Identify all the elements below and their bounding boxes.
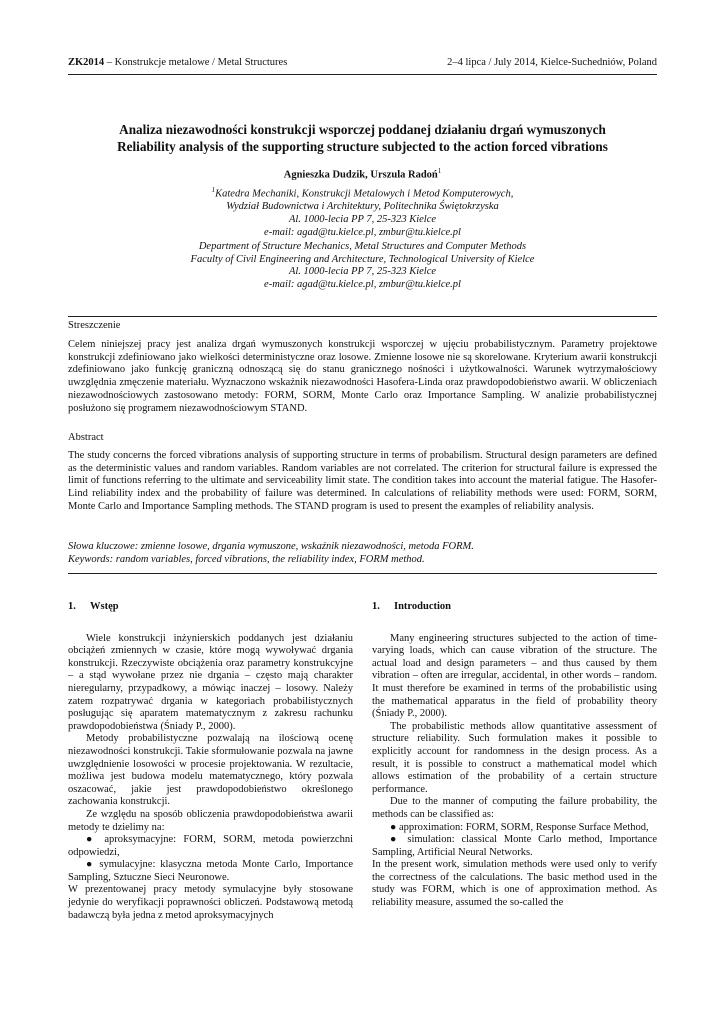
conference-date-place: 2–4 lipca / July 2014, Kielce-Suchedniów, Poland	[447, 57, 657, 68]
keywords-english: Keywords: random variables, forced vibrations, the reliability index, FORM method.	[68, 553, 425, 565]
title-english: Reliability analysis of the supporting structure subjected to the action forced vibrations	[117, 139, 608, 154]
abstract-text: The study concerns the forced vibrations analysis of supporting structure in terms of probabilism. Structural design parameters are defined as the deterministic values and random variables. Random variables are not correlated. The criterion for structural failure is expressed the limit of functions referring to the ultimate and serviceability limit state. The condition takes into account the material fatigue. The Hasofer-Lind reliability index and the probability of failure was determined. In calculations of reliability methods were used: FORM, SORM, Monte Carlo and Importance Sampling methods. The STAND program is used to present the examples of reliability analysis.	[68, 450, 657, 512]
bullet-item: ● aproksymacyjne: FORM, SORM, metoda powierzchni odpowiedzi,	[68, 834, 353, 858]
section-title: Wstęp	[90, 601, 119, 612]
affiliation-pl-email: e-mail: agad@tu.kielce.pl, zmbur@tu.kielce.pl	[264, 226, 461, 238]
paragraph: Ze względu na sposób obliczenia prawdopodobieństwa awarii metody te dzielimy na:	[68, 808, 353, 833]
affiliation-en-line-2: Faculty of Civil Engineering and Architecture, Technological University of Kielce	[190, 253, 535, 265]
abstract-bottom-rule	[68, 573, 657, 574]
affiliation-en-line-1: Department of Structure Mechanics, Metal Structures and Computer Methods	[198, 241, 527, 252]
abstract-label: Abstract	[68, 432, 104, 443]
conference-subtitle: – Konstrukcje metalowe / Metal Structures	[104, 57, 288, 68]
paragraph: Many engineering structures subjected to the action of time-varying loads, which can cause vibration of the structure. The actual load and design parameters – and thus caused by them vibration – often are irregular, accidental, in other words – random. It must therefore be examined in terms of the probabilistic using the mathematical apparatus in the field of probability theory (Śniady P., 2000).	[372, 632, 657, 720]
section-number: 1.	[68, 601, 76, 612]
paragraph: The probabilistic methods allow quantitative assessment of structure reliability. Such formulation makes it possible to explicitly account for randomness in the design process. As a result, it is possible to construct a mathematical model which allows estimation of the probability of a certain structure performance.	[372, 720, 657, 795]
section-title: Introduction	[394, 601, 451, 612]
paragraph: In the present work, simulation methods were used only to verify the correctness of the calculations. The basic method used in the study was FORM, which is one of approximation method. As reliability measure, assumed the so-called the	[372, 859, 657, 909]
paragraph: Metody probabilistyczne pozwalają na ilościową ocenę niezawodności konstrukcji. Takie sformułowanie pozwala na jawne uwzględnienie losowości w procesie projektowania. W rezultacie, możliwa jest budowa modelu matematycznego, który pozwala oszacować, jakie jest prawdopodobieństwo określonego zachowania konstrukcji.	[68, 733, 353, 808]
authors	[68, 167, 657, 181]
streszczenie-label: Streszczenie	[68, 320, 121, 331]
author-affiliation-mark: 1	[437, 167, 442, 175]
affiliation-english	[68, 241, 657, 292]
right-column-english	[372, 601, 657, 910]
bullet-item: ● simulation: classical Monte Carlo method, Importance Sampling, Artificial Neural Networks.	[372, 834, 657, 858]
conference-code: ZK2014	[68, 57, 105, 68]
conference-name	[68, 57, 287, 68]
section-number: 1.	[372, 601, 380, 612]
affiliation-polish	[68, 184, 657, 239]
section-heading-introduction	[372, 601, 657, 614]
left-column-polish	[68, 601, 353, 922]
affiliation-en-email: e-mail: agad@tu.kielce.pl, zmbur@tu.kielce.pl	[264, 279, 461, 291]
bullet-item: ● approximation: FORM, SORM, Response Surface Method,	[390, 821, 649, 833]
author-names: Agnieszka Dudzik, Urszula Radoń	[283, 169, 438, 181]
affiliation-pl-line-3: Al. 1000-lecia PP 7, 25-323 Kielce	[288, 213, 437, 225]
affiliation-pl-line-2: Wydział Budownictwa i Architektury, Politechnika Świętokrzyska	[226, 201, 499, 213]
title-polish: Analiza niezawodności konstrukcji wsporczej poddanej działaniu drgań wymuszonych	[119, 122, 606, 137]
paragraph: Wiele konstrukcji inżynierskich poddanych jest działaniu obciążeń zmiennych w czasie, które mogą wywoływać drgania konstrukcji. Rzeczywiste obciążenia oraz parametry konstrukcyjne – a stąd wywołane przez nie drgania – często mają charakter nieregularny, przypadkowy, a mówiąc inaczej – losowy. Należy zatem rozpatrywać drgania w kategoriach probabilistycznych posługując się aparatem matematycznym z zakresu rachunku prawdopodobieństwa (Śniady P., 2000).	[68, 632, 353, 732]
streszczenie-text: Celem niniejszej pracy jest analiza drgań wymuszonych konstrukcji wsporczej w ujęciu probabilistycznym. Parametry projektowe konstrukcji zdefiniowano jako wielkości deterministyczne oraz losowe. Zmienne losowe nie są skorelowane. Kryterium awarii konstrukcji zdefiniowano jako funkcję graniczną odnoszącą się do stanu granicznego nośności i użytkowalności. Warunek wytrzymałościowy uwzględnia zmęczenie materiału. Wyznaczono wskaźnik niezawodności Hasofera-Linda oraz prawdopodobieństwo awarii. W obliczeniach niezawodnościowych zastosowano metody: FORM, SORM, Monte Carlo oraz Importance Sampling. W analizie probabilistycznej posłużono się programem niezawodnościowym STAND.	[68, 339, 657, 414]
paper-title	[68, 121, 657, 155]
paragraph: W prezentowanej pracy metody symulacyjne były stosowane jedynie do weryfikacji poprawności obliczeń. Podstawową metodą badawczą była jedna z metod aproksymacyjnych	[68, 884, 353, 921]
affiliation-mark: 1	[211, 186, 216, 194]
keywords	[68, 541, 657, 566]
bullet-item: ● symulacyjne: klasyczna metoda Monte Carlo, Importance Sampling, Sztuczne Sieci Neuronowe.	[68, 859, 353, 883]
section-heading-wstep	[68, 601, 353, 614]
keywords-polish: Słowa kluczowe: zmienne losowe, drgania wymuszone, wskaźnik niezawodności, metoda FORM.	[68, 541, 474, 552]
header-rule	[68, 74, 657, 75]
affiliation-en-line-3: Al. 1000-lecia PP 7, 25-323 Kielce	[288, 266, 437, 278]
affiliation-pl-line-1: $^1$Katedra Mechaniki, Konstrukcji Metalowych i Metod Komputerowych,	[211, 186, 514, 200]
abstract-top-rule	[68, 316, 657, 317]
paragraph: Due to the manner of computing the failure probability, the methods can be classified as:	[372, 796, 657, 820]
